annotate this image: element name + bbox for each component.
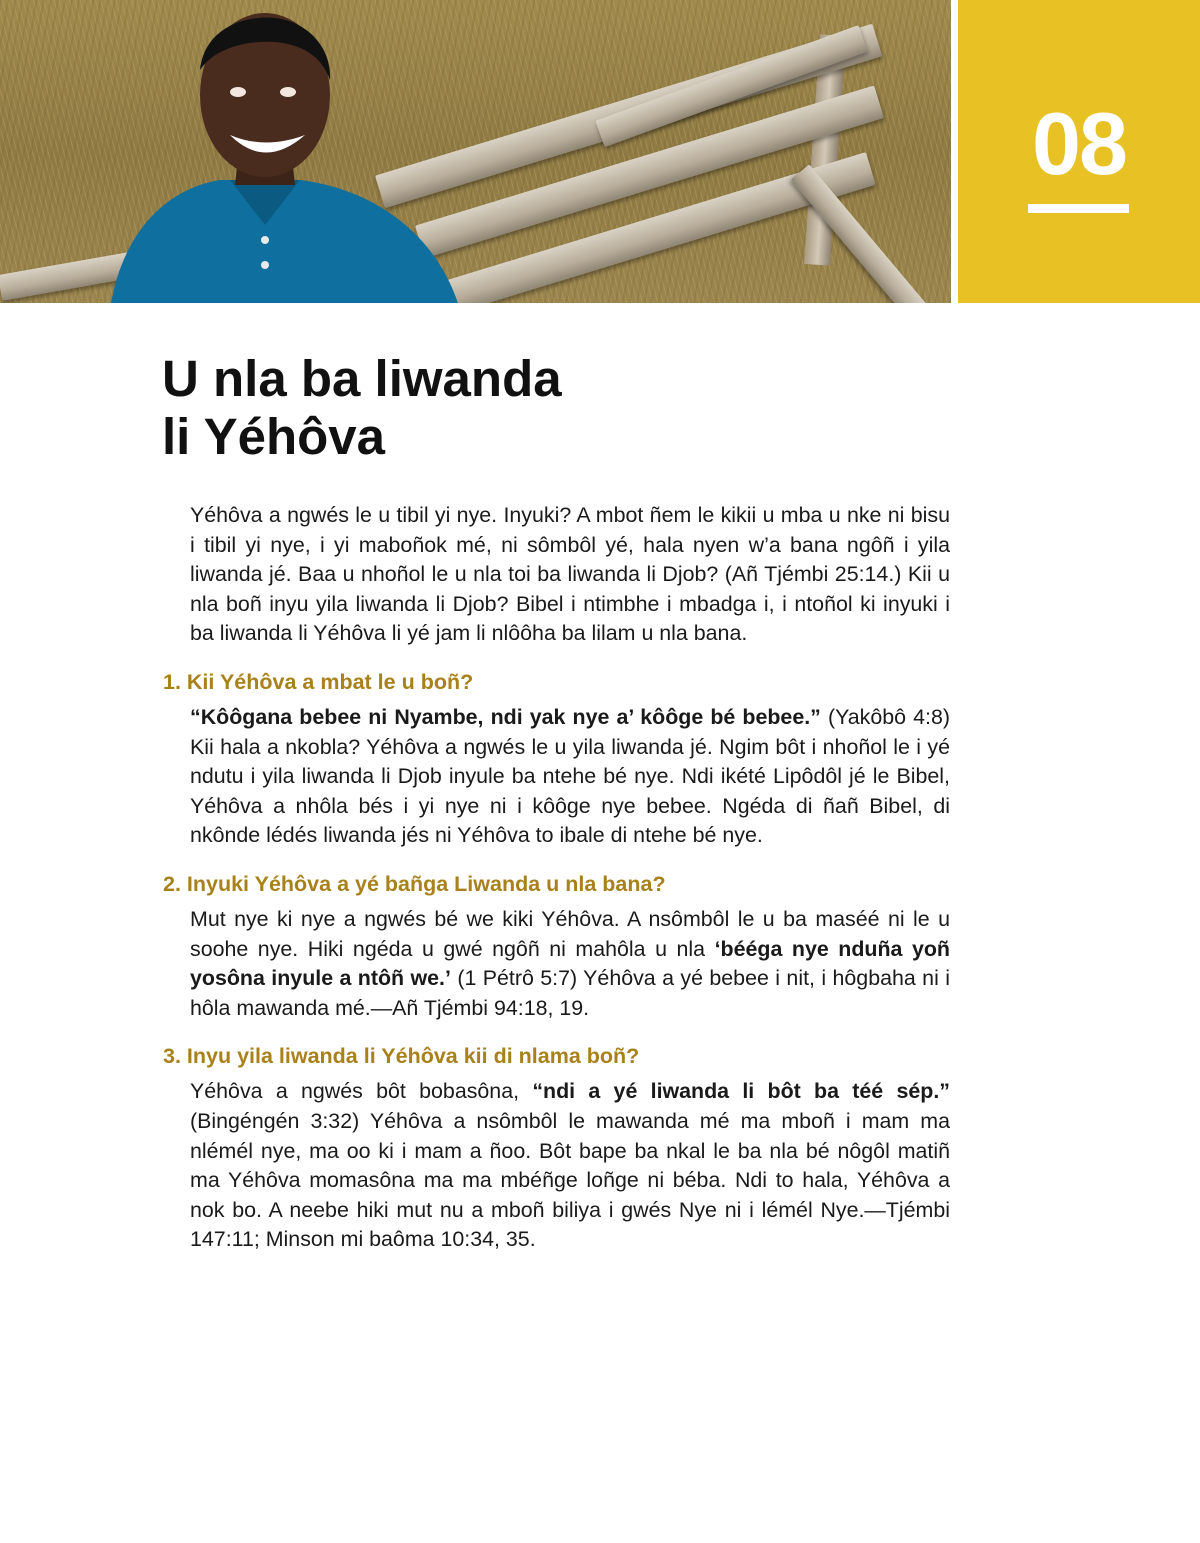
paragraph-text: Mut nye ki nye a ngwés bé we kiki Yéhôva. A nsômbôl le u ba maséé ni le u soohe nye. Hiki ngéda u gwé ngôñ ni mahôla u nla [190,906,950,961]
section-heading-3: 3. Inyu yila liwanda li Yéhôva kii di nlama boñ? [163,1044,640,1069]
paragraph-text: (Bingéngén 3:32) Yéhôva a nsômbôl le mawanda mé ma mboñ i mam ma nlémél nye, ma oo ki i mam a ñoo. Bôt bape ba nkal le ba nla bé nôgôl matiñ ma Yéhôva momasôna ma ma mbéñge loñge ni béba. Ndi to hala, Yéhôva a nok bo. A neebe hiki mut nu a mboñ biliya i gwés Nye ni i lémél Nye.—Tjémbi 147:11; Minson mi baôma 10:34, 35. [190,1108,950,1252]
bold-quote: “ndi a yé liwanda li bôt ba téé sép.” [532,1079,950,1104]
title-line-1: U nla ba liwanda [162,350,562,407]
man-smiling [100,10,480,303]
section-heading-1: 1. Kii Yéhôva a mbat le u boñ? [163,669,474,694]
bold-quote: ‘bééga nye nduña yoñ yosôna inyule a ntôñ we.’ [190,936,950,991]
intro-paragraph: Yéhôva a ngwés le u tibil yi nye. Inyuki? A mbot ñem le kikii u mba u nke ni bisu i tibil yi nye, i yi maboñok mé, ni sômbôl yé, hala nyen w’a bana ngôñ i yila liwanda jé. Baa u nhoñol le u nla toi ba liwanda li Djob? (Añ Tjémbi 25:14.) Kii u nla boñ inyu yila liwanda li Djob? Bibel i ntimbhe i mbadga i, i ntoñol ki inyuki i ba liwanda li Yéhôva li yé jam li nlôôha ba lilam u nla bana. [190,503,950,646]
paragraph-text: (Yakôbô 4:8) Kii hala a nkobla? Yéhôva a ngwés le u yila liwanda jé. Ngim bôt i nhoñol le i yé ndutu i yila liwanda li Djob inyule ba ntehe bé nye. Ndi ikété Lipôdôl jé le Bibel, Yéhôva a nhôla bés i yi nye ni i kôôge nye bebee. Ngéda di ñañ Bibel, di nkônde lédés liwanda jés ni Yéhôva to ibale di ntehe bé nye. [190,704,950,848]
paragraph-text: Yéhôva a ngwés bôt bobasôna, [190,1079,533,1104]
lesson-content [163,501,950,1255]
chapter-badge [958,0,1200,303]
section-paragraph-3 [190,1077,950,1255]
chapter-number: 08 [1032,94,1126,193]
hero-photo [0,0,951,303]
chapter-underline [1028,204,1129,213]
page-title [162,350,562,466]
section-heading-2: 2. Inyuki Yéhôva a yé bañga Liwanda u nla bana? [163,871,666,896]
title-line-2: li Yéhôva [162,408,386,465]
section-paragraph-2 [190,905,950,1023]
section-paragraph-1 [190,703,950,851]
paragraph-text: (1 Pétrô 5:7) Yéhôva a yé bebee i nit, i hôgbaha ni i hôla mawanda mé.—Añ Tjémbi 94:18, 19. [190,966,950,1020]
bold-quote: “Kôôgana bebee ni Nyambe, ndi yak nye a’ kôôge bé bebee.” [190,704,821,729]
